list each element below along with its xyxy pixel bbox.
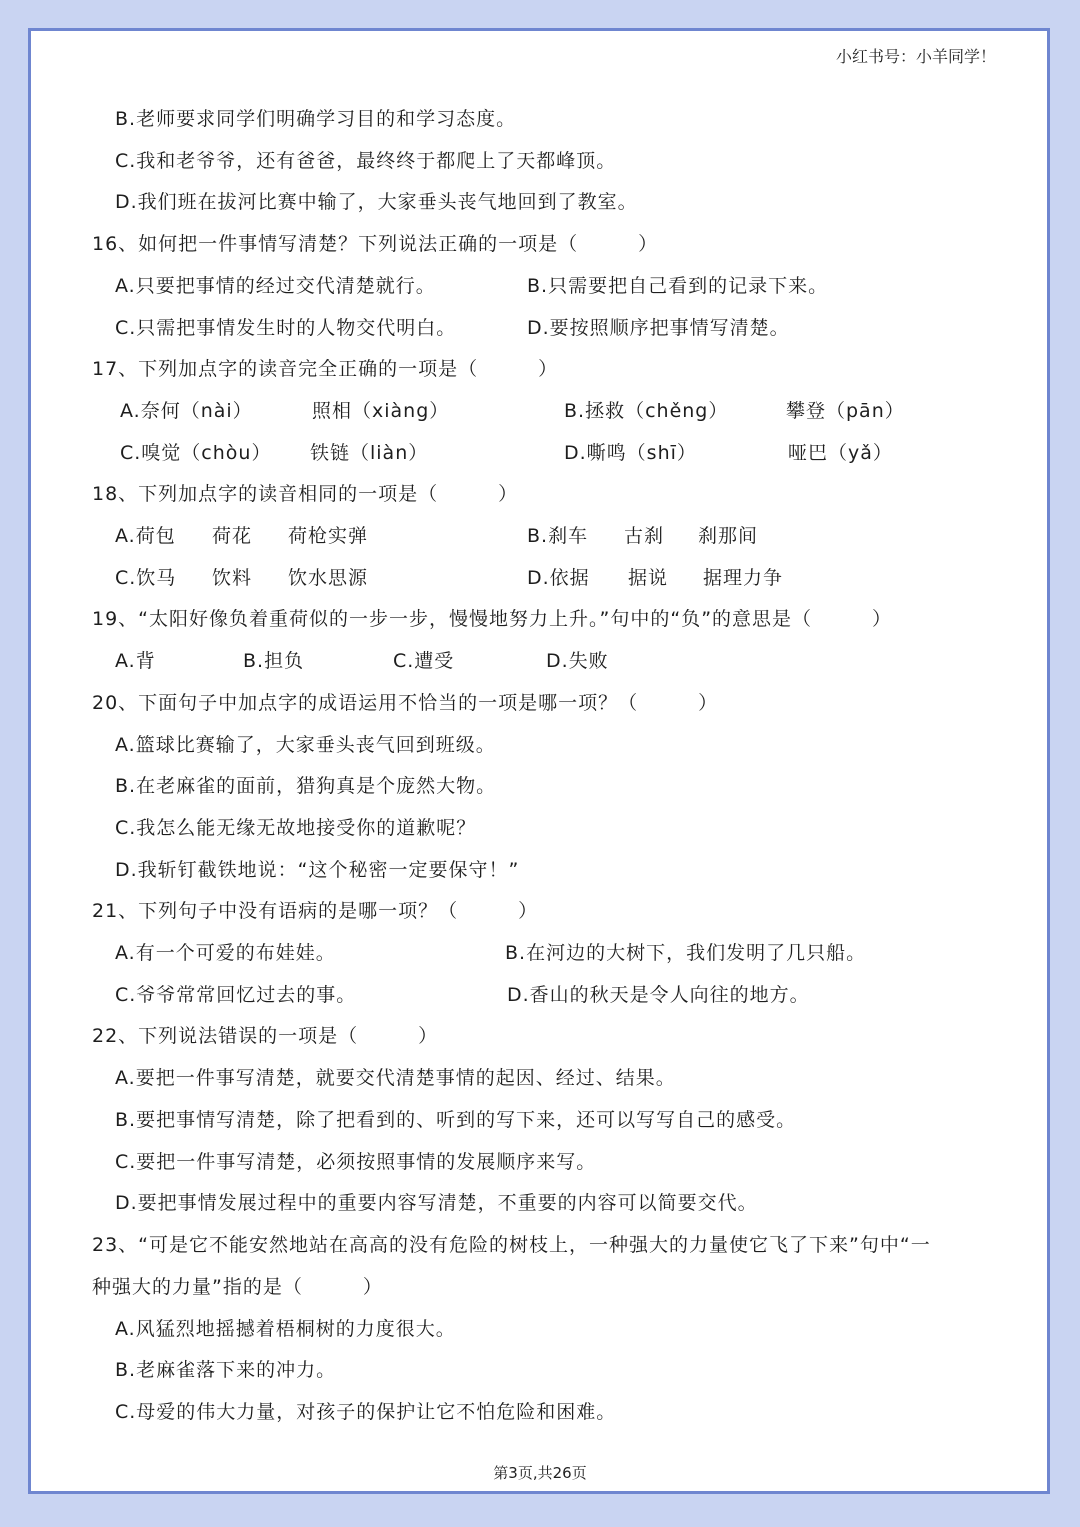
question-17: 17、下列加点字的读音完全正确的一项是（ ） bbox=[92, 358, 559, 380]
option-b-18-1: B.刹车 bbox=[527, 525, 589, 547]
option-a-21: A.有一个可爱的布娃娃。 bbox=[115, 942, 336, 964]
option-d-21: D.香山的秋天是令人向往的地方。 bbox=[507, 984, 810, 1006]
option-c-20: C.我怎么能无缘无故地接受你的道歉呢？ bbox=[115, 817, 477, 839]
option-c-21: C.爷爷常常回忆过去的事。 bbox=[115, 984, 357, 1006]
option-c-22: C.要把一件事写清楚，必须按照事情的发展顺序来写。 bbox=[115, 1151, 597, 1173]
option-d-22: D.要把事情发展过程中的重要内容写清楚，不重要的内容可以简要交代。 bbox=[115, 1192, 758, 1214]
option-c-16: C.只需把事情发生时的人物交代明白。 bbox=[115, 317, 457, 339]
option-d-19: D.失败 bbox=[546, 650, 609, 672]
option-a-19: A.背 bbox=[115, 650, 156, 672]
option-c-19: C.遭受 bbox=[393, 650, 455, 672]
question-20: 20、下面句子中加点字的成语运用不恰当的一项是哪一项？（ ） bbox=[92, 692, 719, 714]
option-c-23: C.母爱的伟大力量，对孩子的保护让它不怕危险和困难。 bbox=[115, 1401, 617, 1423]
option-c-18-1: C.饮马 bbox=[115, 567, 177, 589]
page-number: 第3页,共26页 bbox=[493, 1464, 587, 1482]
option-a-18-2: 荷花 bbox=[212, 525, 253, 547]
option-b-20: B.在老麻雀的面前，猎狗真是个庞然大物。 bbox=[115, 775, 497, 797]
question-23-cont: 种强大的力量”指的是（ ） bbox=[92, 1276, 383, 1298]
option-a-18-3: 荷枪实弹 bbox=[288, 525, 369, 547]
option-c-17-2: 铁链（liàn） bbox=[310, 442, 429, 464]
option-b-16: B.只需要把自己看到的记录下来。 bbox=[527, 275, 829, 297]
question-23: 23、“可是它不能安然地站在高高的没有危险的树枝上，一种强大的力量使它飞了下来”句中“一 bbox=[92, 1234, 931, 1256]
option-a-17-1: A.奈何（nài） bbox=[120, 400, 253, 422]
option-a-22: A.要把一件事写清楚，就要交代清楚事情的起因、经过、结果。 bbox=[115, 1067, 676, 1089]
option-a-23: A.风猛烈地摇撼着梧桐树的力度很大。 bbox=[115, 1318, 456, 1340]
option-c-18-2: 饮料 bbox=[212, 567, 253, 589]
option-d-18-1: D.依据 bbox=[527, 567, 590, 589]
option-c-18-3: 饮水思源 bbox=[288, 567, 369, 589]
option-d-16: D.要按照顺序把事情写清楚。 bbox=[527, 317, 790, 339]
option-b-18-2: 古刹 bbox=[624, 525, 665, 547]
option-a-16: A.只要把事情的经过交代清楚就行。 bbox=[115, 275, 436, 297]
option-d-15: D.我们班在拔河比赛中输了，大家垂头丧气地回到了教室。 bbox=[115, 191, 638, 213]
question-19: 19、“太阳好像负着重荷似的一步一步，慢慢地努力上升。”句中的“负”的意思是（ ） bbox=[92, 608, 893, 630]
option-b-21: B.在河边的大树下，我们发明了几只船。 bbox=[505, 942, 867, 964]
question-21: 21、下列句子中没有语病的是哪一项？（ ） bbox=[92, 900, 539, 922]
option-b-15: B.老师要求同学们明确学习目的和学习态度。 bbox=[115, 108, 517, 130]
question-22: 22、下列说法错误的一项是（ ） bbox=[92, 1025, 439, 1047]
watermark: 小红书号：小羊同学！ bbox=[835, 47, 996, 66]
option-c-15: C.我和老爷爷，还有爸爸，最终终于都爬上了天都峰顶。 bbox=[115, 150, 617, 172]
option-d-17-2: 哑巴（yǎ） bbox=[788, 442, 893, 464]
option-a-20: A.篮球比赛输了，大家垂头丧气回到班级。 bbox=[115, 734, 496, 756]
option-c-17-1: C.嗅觉（chòu） bbox=[120, 442, 272, 464]
option-b-23: B.老麻雀落下来的冲力。 bbox=[115, 1359, 337, 1381]
option-d-17-1: D.嘶鸣（shī） bbox=[564, 442, 697, 464]
option-d-20: D.我斩钉截铁地说：“这个秘密一定要保守！” bbox=[115, 859, 520, 881]
option-b-19: B.担负 bbox=[243, 650, 305, 672]
option-d-18-2: 据说 bbox=[628, 567, 669, 589]
option-b-17-1: B.拯救（chěng） bbox=[564, 400, 729, 422]
question-16: 16、如何把一件事情写清楚？下列说法正确的一项是（ ） bbox=[92, 233, 659, 255]
option-d-18-3: 据理力争 bbox=[703, 567, 784, 589]
question-18: 18、下列加点字的读音相同的一项是（ ） bbox=[92, 483, 519, 505]
option-b-18-3: 刹那间 bbox=[698, 525, 759, 547]
option-b-17-2: 攀登（pān） bbox=[786, 400, 905, 422]
option-a-17-2: 照相（xiàng） bbox=[312, 400, 450, 422]
option-a-18-1: A.荷包 bbox=[115, 525, 176, 547]
option-b-22: B.要把事情写清楚，除了把看到的、听到的写下来，还可以写写自己的感受。 bbox=[115, 1109, 797, 1131]
